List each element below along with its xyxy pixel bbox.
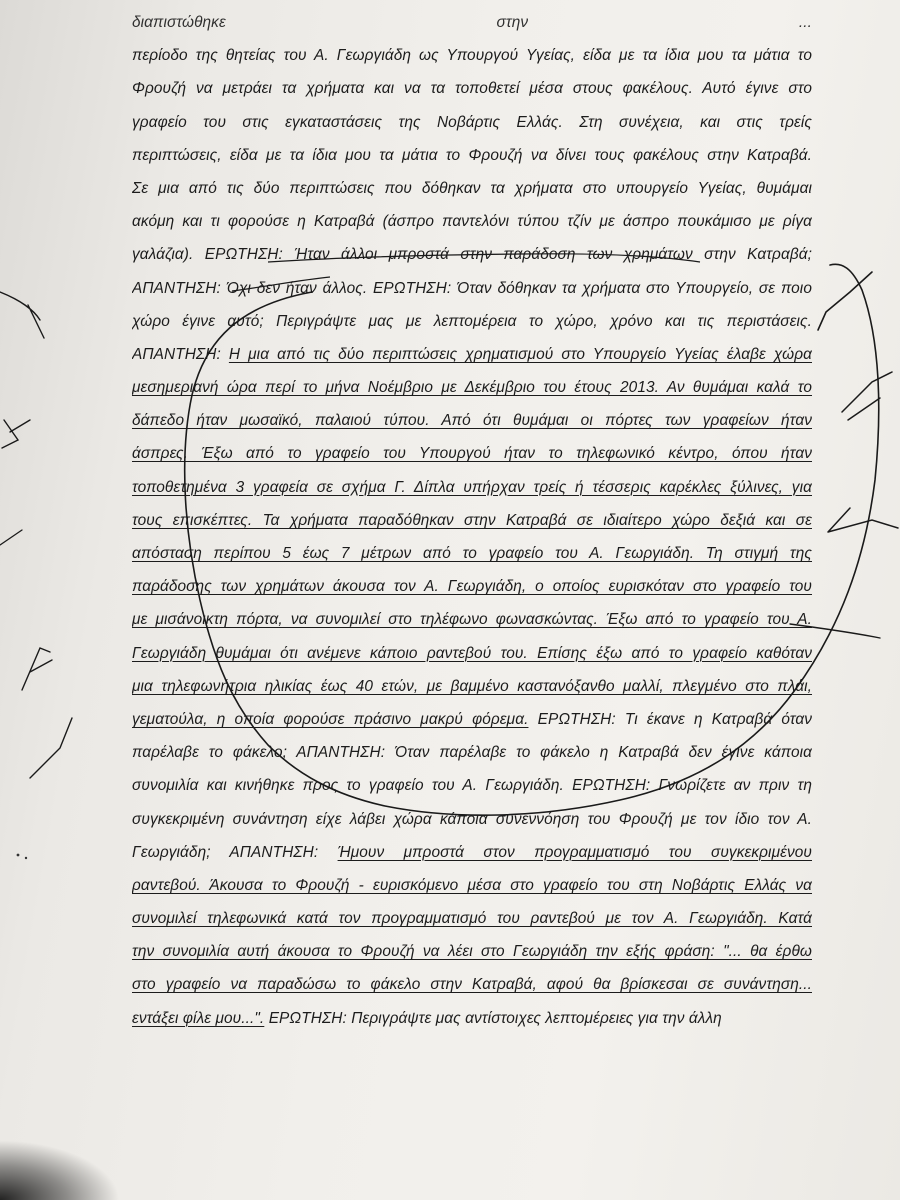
text-line — [132, 238, 812, 271]
text-line — [132, 603, 812, 636]
underlined-text: ραντεβού. Άκουσα το Φρουζή - ευρισκόμενο μέσα στο γραφείο του στη Νοβάρτις Ελλάς να — [132, 876, 812, 894]
margin-mark — [0, 292, 44, 338]
text-line — [132, 1002, 812, 1035]
underlined-text: στο γραφείο να παραδώσω το φάκελο στην Κατραβά, αφού θα βρίσκεσαι σε συνάντηση... — [132, 976, 812, 994]
underlined-text: δάπεδο ήταν μωσαϊκό, παλαιού τύπου. Από ότι θυμάμαι οι πόρτες των γραφείων ήταν — [132, 412, 812, 430]
text-line — [132, 836, 812, 869]
text-line — [132, 902, 812, 935]
underlined-text: γεματούλα, η οποία φορούσε πράσινο μακρύ φόρεμα. — [132, 710, 529, 728]
ink-speck — [25, 857, 27, 859]
text-line — [132, 803, 812, 836]
text-segment: περίοδο της θητείας του Α. Γεωργιάδη ως Υπουργού Υγείας, είδα με τα ίδια μου τα μάτια το — [132, 47, 812, 65]
ink-speck — [17, 854, 20, 857]
text-line — [132, 703, 812, 736]
text-line — [132, 471, 812, 504]
text-line — [132, 935, 812, 968]
underlined-text: συνομιλεί τηλεφωνικά κατά τον προγραμματισμό του ραντεβού με τον Α. Γεωργιάδη. Κατά — [132, 910, 812, 928]
text-line — [132, 736, 812, 769]
underlined-text: παράδοσης των χρημάτων άκουσα τον Α. Γεωργιάδη, ο οποίος ευρισκόταν στο γραφείο του — [132, 578, 812, 596]
text-segment: Γεωργιάδη; ΑΠΑΝΤΗΣΗ: — [132, 843, 338, 861]
text-segment: συνομιλία και κινήθηκε προς το γραφείο του Α. Γεωργιάδη. ΕΡΩΤΗΣΗ: Γνωρίζετε αν πριν τη — [132, 777, 812, 795]
underlined-text: εντάξει φίλε μου...". — [132, 1009, 265, 1027]
text-line — [132, 404, 812, 437]
text-line — [132, 637, 812, 670]
text-line — [132, 39, 812, 72]
text-segment: συγκεκριμένη συνάντηση είχε λάβει χώρα κάποια συνεννόηση του Φρουζή με τον ίδιο τον Α. — [132, 810, 812, 828]
text-segment: περιπτώσεις, είδα με τα ίδια μου τα μάτια το Φρουζή να δίνει τους φακέλους στην Κατραβά. — [132, 146, 812, 164]
text-line — [132, 338, 812, 371]
text-segment: ΑΠΑΝΤΗΣΗ: Όχι δεν ήταν άλλος. ΕΡΩΤΗΣΗ: Όταν δόθηκαν τα χρήματα στο Υπουργείο, σε ποιο — [132, 279, 812, 297]
text-line — [132, 437, 812, 470]
text-line — [132, 305, 812, 338]
text-line — [132, 205, 812, 238]
check-mark — [842, 372, 892, 420]
underlined-text: Η μια από τις δύο περιπτώσεις χρηματισμού στο Υπουργείο Υγείας έλαβε χώρα — [228, 345, 812, 363]
text-segment: παρέλαβε το φάκελο; ΑΠΑΝΤΗΣΗ: Όταν παρέλαβε το φάκελο η Κατραβά δεν έγινε κάποια — [132, 744, 812, 762]
underlined-text: Γεωργιάδη θυμάμαι ότι ανέμενε κάποιο ραντεβού του. Επίσης έξω από το γραφείο καθόταν — [132, 644, 812, 662]
underlined-text: μια τηλεφωνήτρια ηλικίας έως 40 ετών, με βαμμένο καστανόξανθο μαλλί, πλεγμένο στο πλάι, — [132, 677, 812, 695]
text-line — [132, 139, 812, 172]
text-line — [132, 172, 812, 205]
text-line — [132, 371, 812, 404]
underlined-text: την συνομιλία αυτή άκουσα το Φρουζή να λέει στο Γεωργιάδη την εξής φράση: "... θα έρθω — [132, 943, 812, 961]
text-segment: ακόμη και τι φορούσε η Κατραβά (άσπρο παντελόνι τύπου τζίν με άσπρο πουκάμισο με ρίγα — [132, 213, 812, 231]
text-line — [132, 769, 812, 802]
text-line — [132, 504, 812, 537]
underlined-text: τοποθετημένα 3 γραφεία σε σχήμα Γ. Δίπλα υπήρχαν τρείς ή τέσσερις καρέκλες ξύλινες, για — [132, 478, 812, 496]
margin-mark — [30, 718, 72, 778]
underlined-text: τους επισκέπτες. Τα χρήματα παραδόθηκαν στην Κατραβά σε ιδιαίτερο χώρο δεξιά και σε — [132, 511, 812, 529]
margin-mark — [0, 530, 22, 545]
text-segment: χώρο έγινε αυτό; Περιγράψτε μας με λεπτομέρεια το χώρο, χρόνο και τις περιστάσεις. — [132, 312, 812, 330]
text-segment: Σε μια από τις δύο περιπτώσεις που δόθηκαν τα χρήματα στο υπουργείο Υγείας, θυμάμαι — [132, 179, 812, 197]
underlined-text: μεσημεριανή ώρα περί το μήνα Νοέμβριο με Δεκέμβριο του έτους 2013. Αν θυμάμαι καλά το — [132, 379, 812, 397]
underlined-text: με μισάνοικτη πόρτα, να συνομιλεί στο τηλέφωνο φωνασκώντας. Έξω από το γραφείο του Α. — [132, 611, 812, 629]
photo-shadow — [0, 1140, 120, 1200]
text-line — [132, 72, 812, 105]
text-segment: διαπιστώθηκε στην ... — [132, 14, 812, 31]
text-line — [132, 6, 812, 39]
underlined-text: Ήμουν μπροστά στον προγραμματισμό του συγκεκριμένου — [337, 843, 812, 861]
text-segment: ΕΡΩΤΗΣΗ: Περιγράψτε μας αντίστοιχες λεπτομέρειες για την άλλη — [264, 1009, 722, 1027]
text-segment: γραφείο του στις εγκαταστάσεις της Νοβάρτις Ελλάς. Στη συνέχεια, και στις τρείς — [132, 113, 812, 131]
underlined-text: άσπρες. Έξω από το γραφείο του Υπουργού ήταν το τηλεφωνικό κέντρο, όπου ήταν — [132, 445, 812, 463]
text-line — [132, 869, 812, 902]
text-segment: Φρουζή να μετράει τα χρήματα και να τα τοποθετεί μέσα στους φακέλους. Αυτό έγινε στο — [132, 80, 812, 98]
text-line — [132, 106, 812, 139]
underlined-text: απόσταση περίπου 5 έως 7 μέτρων από το γραφείο του Α. Γεωργιάδη. Τη στιγμή της — [132, 545, 812, 562]
check-mark — [818, 272, 872, 330]
margin-mark — [22, 648, 52, 690]
text-line — [132, 670, 812, 703]
text-segment: ΕΡΩΤΗΣΗ: Τι έκανε η Κατραβά όταν — [528, 710, 812, 728]
text-segment: ΑΠΑΝΤΗΣΗ: — [132, 345, 229, 363]
text-line — [132, 537, 812, 570]
text-line — [132, 570, 812, 603]
text-segment: γαλάζια). ΕΡΩΤΗΣΗ: Ήταν άλλοι μπροστά στην παράδοση των χρημάτων στην Κατραβά; — [132, 246, 812, 264]
margin-mark — [2, 420, 30, 448]
check-mark — [828, 508, 898, 532]
document-text-body — [132, 6, 812, 1035]
text-line — [132, 272, 812, 305]
text-line — [132, 968, 812, 1001]
